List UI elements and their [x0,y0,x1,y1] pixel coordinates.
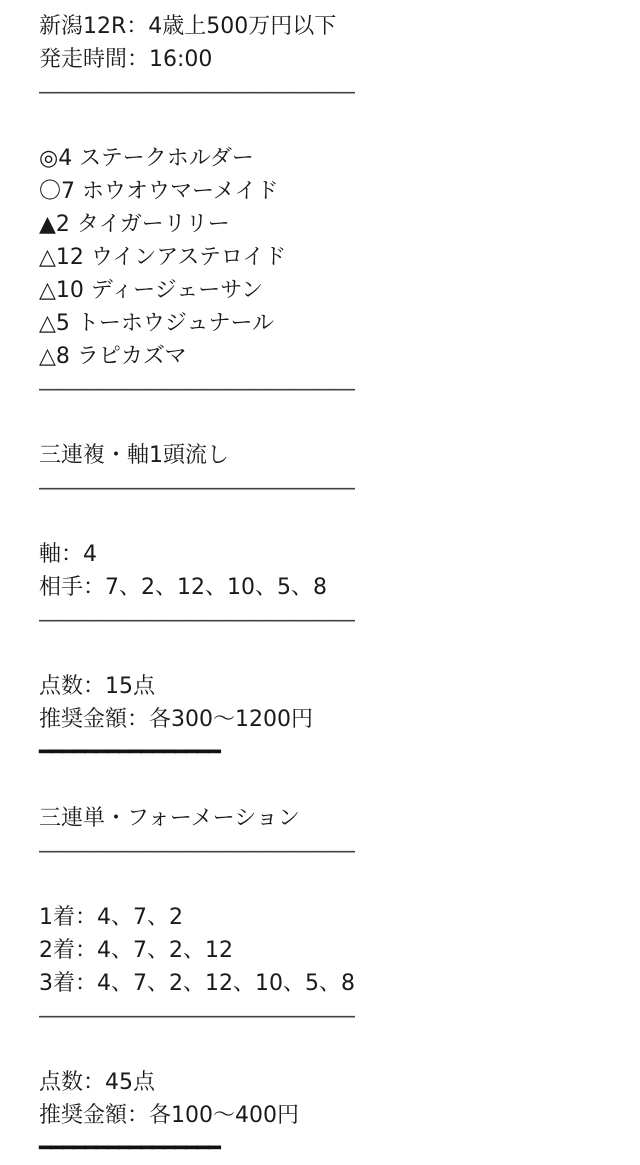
divider: ――――――――――――――― [39,839,354,864]
trio-stake: 推奨金額：各300〜1200円 [39,707,313,732]
blank-line [39,109,640,142]
thick-divider: ━━━━━━━━━━━━━━━━ [39,740,219,765]
pick-renka-4: △8 ラピカズマ [39,344,187,369]
blank-line [39,1033,640,1066]
blank-line [39,505,640,538]
trifecta-points: 点数：45点 [39,1070,155,1095]
divider: ――――――――――――――― [39,80,354,105]
pick-renka-2: △10 ディージェーサン [39,278,264,303]
trio-points: 点数：15点 [39,674,155,699]
blank-line [39,868,640,901]
race-title: 新潟12R：4歳上500万円以下 [39,14,337,39]
trio-partners: 相手：7、2、12、10、5、8 [39,575,327,600]
pick-renka-3: △5 トーホウジュナール [39,311,275,336]
pick-tanana: ▲2 タイガーリリー [39,212,230,237]
divider: ――――――――――――――― [39,377,354,402]
bet-type-trifecta: 三連単・フォーメーション [39,806,300,831]
blank-line [39,769,640,802]
divider: ――――――――――――――― [39,1004,354,1029]
pick-honmei: ◎4 ステークホルダー [39,146,254,171]
bet-type-trio: 三連複・軸1頭流し [39,443,229,468]
trifecta-first: 1着：4、7、2 [39,905,183,930]
blank-line [39,406,640,439]
post-time: 発走時間：16:00 [39,47,213,72]
trifecta-second: 2着：4、7、2、12 [39,938,233,963]
pick-taikou: 〇7 ホウオウマーメイド [39,179,279,204]
trio-axis: 軸：4 [39,542,97,567]
blank-line [39,637,640,670]
trifecta-third: 3着：4、7、2、12、10、5、8 [39,971,355,996]
divider: ――――――――――――――― [39,608,354,633]
divider: ――――――――――――――― [39,476,354,501]
thick-divider: ━━━━━━━━━━━━━━━━ [39,1136,219,1161]
pick-renka-1: △12 ウインアステロイド [39,245,287,270]
trifecta-stake: 推奨金額：各100〜400円 [39,1103,299,1128]
